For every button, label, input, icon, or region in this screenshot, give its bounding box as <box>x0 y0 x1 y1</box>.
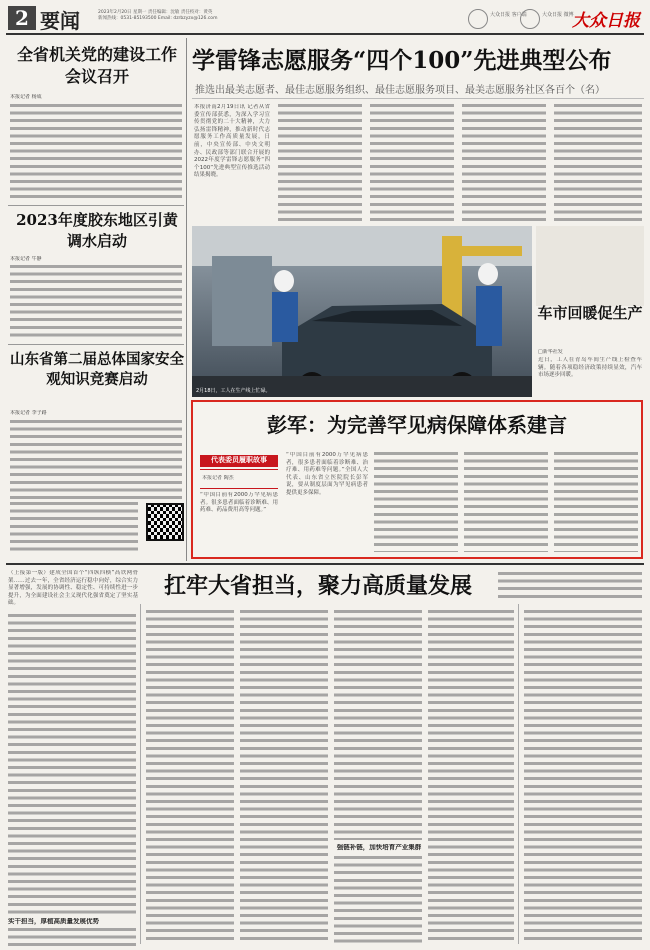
feature-reporter: 本报记者 陶杰 <box>202 475 234 481</box>
bottom-subhead-1: 强链补链，加快培育产业集群 <box>336 844 422 851</box>
divider <box>200 469 278 470</box>
lead-body-3 <box>370 104 454 222</box>
client-qr-icon <box>468 9 488 29</box>
feature-body-2 <box>374 452 458 552</box>
body-party-building <box>10 104 182 202</box>
column-divider <box>518 604 519 944</box>
side-byline: □新华社发 <box>538 349 563 355</box>
section-title: 要闻 <box>40 9 80 33</box>
lead-headline: 学雷锋志愿服务“四个100”先进典型公布 <box>192 47 612 74</box>
newspaper-logo: 大众日报 <box>572 11 640 31</box>
lead-subhead: 推选出最美志愿者、最佳志愿服务组织、最佳志愿服务项目、最美志愿服务社区各百个（名） <box>195 85 605 96</box>
divider <box>192 98 644 99</box>
bottom-top-right-text <box>498 572 642 602</box>
client-label: 大众日报 客户端 <box>490 12 527 18</box>
headline-water-diversion: 2023年度胶东地区引黄调水启动 <box>16 211 178 250</box>
photo-caption: 2月18日，工人在生产线上忙碌。 <box>196 388 271 394</box>
reporter-security-contest: 本报记者 李子路 <box>10 410 47 416</box>
lead-body-5 <box>554 104 642 222</box>
headline-security-contest: 山东省第二届总体国家安全观知识竞赛启动 <box>10 351 184 388</box>
side-caption: 近日，工人在青岛车间生产线上检查车辆。随着各项稳经济政策持续显效，汽车市场逐步回暖。 <box>538 357 642 379</box>
bottom-col-2 <box>146 610 234 944</box>
bottom-col-6 <box>524 610 642 944</box>
factory-photo <box>192 226 532 397</box>
bottom-col-1 <box>8 614 136 914</box>
bottom-col-1b <box>8 928 136 946</box>
lead-body-2 <box>278 104 362 222</box>
side-headline: 车市回暖促生产 <box>537 304 643 322</box>
divider <box>8 205 184 206</box>
bottom-col-4b <box>334 856 422 944</box>
headline-party-building: 全省机关党的建设工作会议召开 <box>16 45 177 86</box>
body-security-contest <box>10 420 182 500</box>
page-meta <box>98 10 268 22</box>
bottom-intro: （上接第一版）建成全国首个“四纵四横”高铁网骨架……过去一年，全省经济运行稳中向好，综合实力显著增强，发展的协调性、稳定性、可持续性进一步提升，为全面建设社会主义现代化强省奠定了坚实基础。 <box>8 570 138 607</box>
column-divider <box>186 38 187 561</box>
bottom-col-4 <box>334 610 422 840</box>
body-water-diversion <box>10 265 182 339</box>
feature-intro: “中国目前有2000万罕见病患者，很多患者面临着诊断难、治疗难、用药难等问题。”全国人大代表、山东省立医院院长彭军说，要从制度层面为罕见病患者提供更多保障。 <box>286 452 368 496</box>
divider <box>8 344 184 345</box>
bottom-col-3 <box>240 610 328 944</box>
side-spacer <box>536 226 644 306</box>
weibo-icon <box>520 9 540 29</box>
reporter-water-diversion: 本报记者 牛静 <box>10 256 42 262</box>
bottom-subhead-2: 实干担当，厚植高质量发展优势 <box>8 918 99 925</box>
divider <box>200 488 278 489</box>
feature-body-4 <box>554 452 638 552</box>
body-security-contest-2 <box>10 502 138 554</box>
bottom-col-5 <box>428 610 514 944</box>
feature-banner: 代表委员履职故事 <box>200 455 278 467</box>
lead-intro: 本报济南2月19日讯 记者从省委宣传部获悉，为深入学习宣传贯彻党的二十大精神，大力弘扬雷锋精神，推动新时代志愿服务工作高质量发展，日前，中央宣传部、中央文明办、民政部等部门联合开展的2022年度学雷锋志愿服务“四个100”先进典型宣传推选活动结果揭晓。 <box>194 104 270 179</box>
section-rule <box>6 563 644 565</box>
column-divider <box>140 604 141 944</box>
feature-body-3 <box>464 452 548 552</box>
page-number: 2 <box>8 6 36 30</box>
feature-headline: 彭军：为完善罕见病保障体系建言 <box>267 413 567 437</box>
weibo-label: 大众日报 微博 <box>542 12 574 18</box>
header-rule <box>6 33 644 35</box>
factory-photo-art <box>192 226 532 397</box>
reporter-party-building: 本报记者 杨成 <box>10 94 42 100</box>
meta-line-2: 新闻热线：0531-85193500 Email: dzrbzyzx@126.com <box>98 16 218 21</box>
feature-quote: “中国目前有2000万罕见病患者。很多患者面临着诊断难、用药难、药品费用高等问题。” <box>200 492 278 514</box>
meta-line-1: 2023年2月20日 星期一 责任编辑：沈敏 责任校对：黄英 <box>98 10 213 15</box>
bottom-headline: 扛牢大省担当，聚力高质量发展 <box>163 573 472 599</box>
lead-body-4 <box>462 104 546 222</box>
qr-code-icon <box>146 503 184 541</box>
